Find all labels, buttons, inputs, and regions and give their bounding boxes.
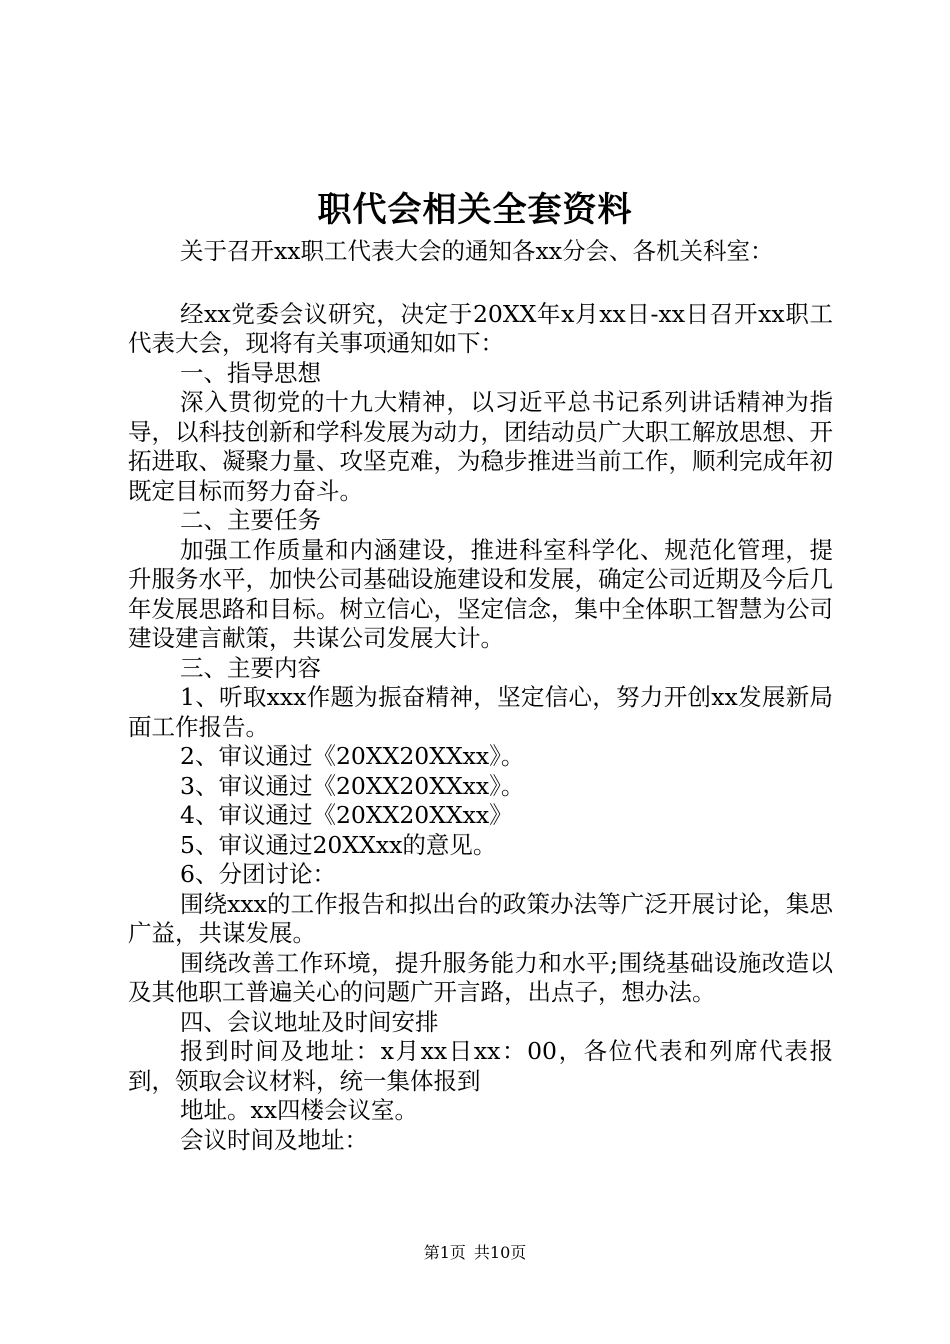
paragraph-gap: [128, 267, 833, 300]
list-item: 2、审议通过《20XX20XXxx》。: [180, 742, 525, 770]
paragraph: 会议时间及地址：: [180, 1125, 368, 1154]
page-number: 第1页: [423, 1243, 466, 1262]
paragraph: 加强工作质量和内涵建设，推进科室科学化、规范化管理，提升服务水平，加快公司基础设施建设和发展，确定公司近期及今后几年发展思路和目标。树立信心，坚定信念，集中全体职工智慧为公司建设建言献策，共谋公司发展大计。: [128, 535, 833, 652]
section-heading: 三、主要内容: [180, 653, 321, 682]
section-heading: 一、指导思想: [180, 358, 321, 387]
document-body: [128, 237, 833, 1155]
list-item: 3、审议通过《20XX20XXxx》。: [180, 771, 525, 800]
notice-heading: 关于召开xx职工代表大会的通知各xx分会、各机关科室：: [180, 237, 774, 265]
paragraph: 深入贯彻党的十九大精神，以习近平总书记系列讲话精神为指导，以科技创新和学科发展为动力，团结动员广大职工解放思想、开拓进取、凝聚力量、攻坚克难，为稳步推进当前工作，顺利完成年初既定目标而努力奋斗。: [128, 388, 833, 505]
paragraph: 经xx党委会议研究，决定于20XX年x月xx日-xx日召开xx职工代表大会，现将有关事项通知如下：: [128, 299, 833, 357]
document-title: 职代会相关全套资料: [317, 190, 633, 230]
page-total: 共10页: [473, 1243, 527, 1262]
section-heading: 二、主要任务: [180, 506, 321, 534]
paragraph: 围绕改善工作环境，提升服务能力和水平;围绕基础设施改造以及其他职工普遍关心的问题广开言路，出点子，想办法。: [128, 948, 833, 1006]
section-heading: 四、会议地址及时间安排: [180, 1007, 439, 1036]
paragraph: 报到时间及地址：x月xx日xx：00，各位代表和列席代表报到，领取会议材料，统一集体报到: [128, 1037, 833, 1095]
paragraph: 地址。xx四楼会议室。: [180, 1096, 419, 1124]
list-item: 4、审议通过《20XX20XXxx》: [180, 801, 513, 829]
list-item: 6、分团讨论：: [180, 860, 336, 888]
page-footer: [0, 1243, 950, 1263]
list-item: 1、听取xxx作题为振奋精神，坚定信心，努力开创xx发展新局面工作报告。: [128, 683, 833, 741]
list-item: 5、审议通过20XXxx的意见。: [180, 830, 497, 859]
paragraph: 围绕xxx的工作报告和拟出台的政策办法等广泛开展讨论，集思广益，共谋发展。: [128, 889, 833, 947]
